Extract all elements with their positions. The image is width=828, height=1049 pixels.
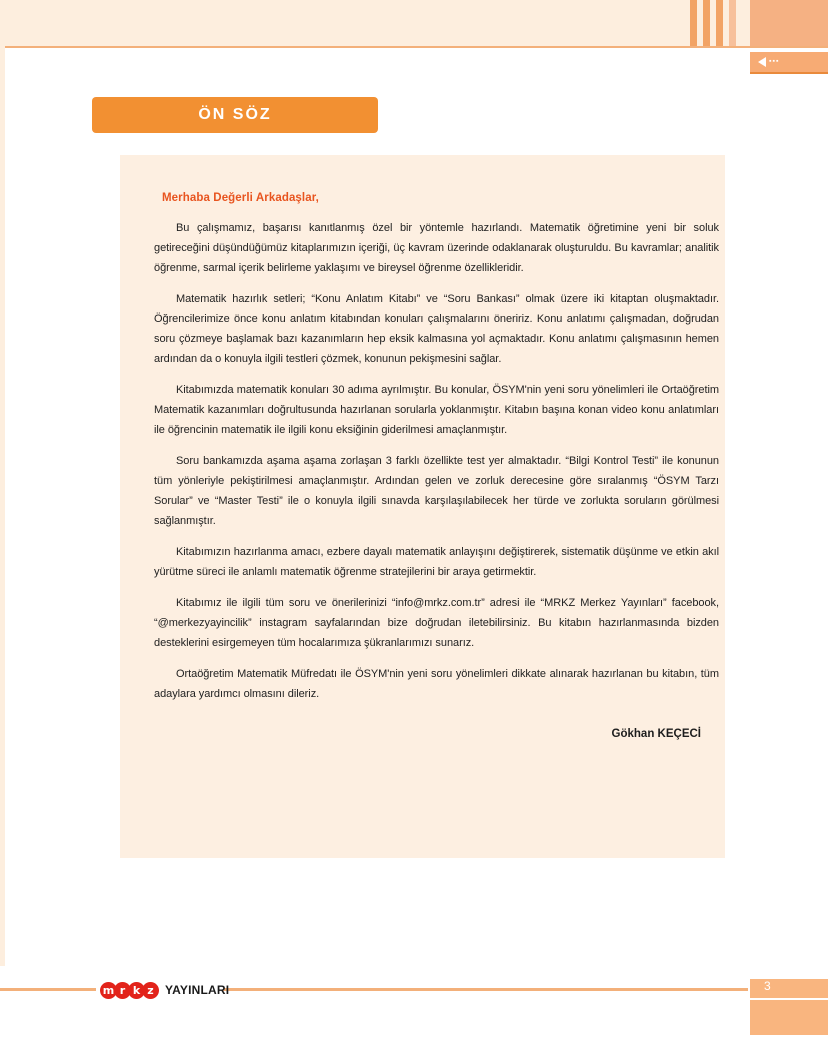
preface-panel — [120, 155, 725, 858]
top-stripe-3 — [716, 0, 723, 46]
left-edge-accent — [0, 46, 5, 966]
author-signature: Gökhan KEÇECİ — [611, 728, 701, 740]
paragraph: Kitabımızda matematik konuları 30 adıma ayrılmıştır. Bu konular, ÖSYM'nin yeni soru yönelimleri ile Ortaöğretim Matematik kazanımları doğrultusunda hazırlanan sorularla yoklanmıştır. Kitabın başına konan video konu anlatımları ile öğrencinin matematik ile ilgili konu eksiğinin giderilmesi amaçlanmıştır. — [154, 384, 719, 436]
top-decorative-band — [0, 0, 828, 46]
logo-wordmark: YAYINLARI — [165, 983, 230, 997]
page-tab-rule — [750, 998, 828, 1000]
paragraph: Soru bankamızda aşama aşama zorlaşan 3 farklı özellikte test yer almaktadır. “Bilgi Kontrol Testi” ile konunun tüm yönleriyle pekiştirilmesi amaçlanmıştır. Ardından gelen ve zorluk derecesine göre sıralanmış “ÖSYM Tarzı Sorular” ve “Master Testi” ile o konuyla ilgili sınavda karşılaşılabilecek her türde ve zorlukta soruların görülmesi sağlanmıştır. — [154, 455, 719, 527]
logo-letter-z: z — [142, 982, 159, 999]
corner-navigation-tab — [750, 52, 828, 74]
logo-letter-r: r — [114, 982, 131, 999]
greeting-heading: Merhaba Değerli Arkadaşlar, — [162, 192, 319, 204]
top-right-block — [750, 0, 828, 46]
top-stripe-1 — [690, 0, 697, 46]
top-stripe-2 — [703, 0, 710, 46]
corner-tab-dots: ▪▪▪ — [769, 58, 780, 65]
top-stripe-group — [690, 0, 750, 46]
paragraph: Ortaöğretim Matematik Müfredatı ile ÖSYM'nin yeni soru yönelimleri dikkate alınarak hazırlanan bu kitabın, tüm adaylara yardımcı olmasını dileriz. — [154, 668, 719, 700]
page-number: 3 — [764, 979, 771, 993]
logo-letter-k: k — [128, 982, 145, 999]
top-divider-rule — [0, 46, 828, 48]
page-title-ribbon — [92, 97, 378, 133]
paragraph: Matematik hazırlık setleri; “Konu Anlatım Kitabı” ve “Soru Bankası” olmak üzere iki kitaptan oluşmaktadır. Öğrencilerimize önce konu anlatım kitabından konuları çalışmalarını öneririz. Konu anlatımı çalışmadan, doğrudan soru çözmeye başlamak bazı kazanımların hep eksik kalmasına yol açmaktadır. Konu anlatımı çalışmasının hemen ardından da o konuyla ilgili testleri çözmek, konunun pekişmesini sağlar. — [154, 293, 719, 365]
paragraph: Kitabımızın hazırlanma amacı, ezbere dayalı matematik anlayışını değiştirerek, sistematik düşünme ve etkin akıl yürütme süreci ile anlamlı matematik öğrenme stratejilerini bir araya getirmektir. — [154, 546, 719, 578]
publisher-logo — [100, 977, 229, 1003]
page-number-tab — [750, 979, 828, 1035]
paragraph: Kitabımız ile ilgili tüm soru ve önerilerinizi “info@mrkz.com.tr” adresi ile “MRKZ Merkez Yayınları” facebook, “@merkezyayincilik” instagram sayfalarından bize doğrudan iletebilirsiniz. Bu kitabın hazırlanmasında bizden desteklerini esirgemeyen tüm hocalarımıza şükranlarımızı sunarız. — [154, 597, 719, 649]
page-title: ÖN SÖZ — [198, 106, 272, 123]
footer-rule-left — [0, 988, 96, 991]
preface-content — [154, 192, 719, 740]
logo-letter-m: m — [100, 982, 117, 999]
top-stripe-4 — [729, 0, 736, 46]
left-arrow-icon — [758, 57, 766, 67]
paragraph: Bu çalışmamız, başarısı kanıtlanmış özel bir yöntemle hazırlandı. Matematik öğretimine yeni bir soluk getireceğini düşündüğümüz kitaplarımızın içeriği, üç kavram üzerinde odaklanarak oluşturuldu. Bu kavramlar; analitik öğrenme, sarmal içerik belirleme yaklaşımı ve bireysel öğrenme özellikleridir. — [154, 222, 719, 274]
footer-rule-right — [223, 988, 748, 991]
